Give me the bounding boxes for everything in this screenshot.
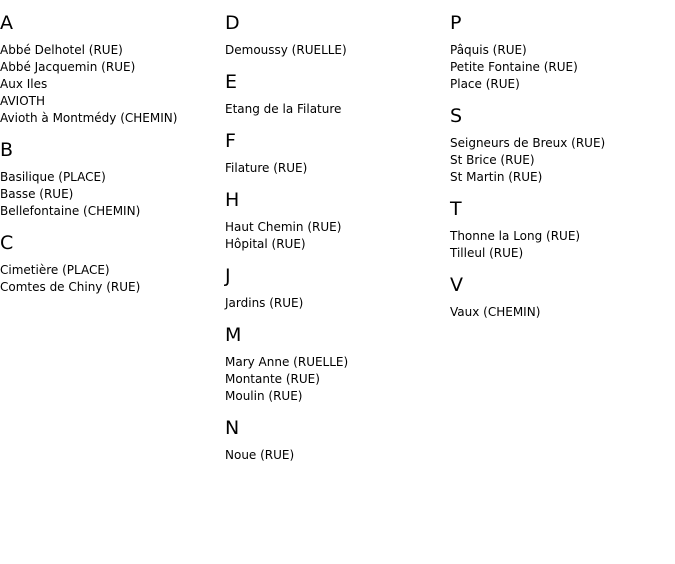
street-item[interactable]: Vaux (CHEMIN) bbox=[450, 305, 541, 319]
street-list bbox=[225, 295, 445, 312]
street-item[interactable]: Cimetière (PLACE) bbox=[0, 263, 110, 277]
street-item[interactable]: Jardins (RUE) bbox=[225, 296, 304, 310]
section-letter: F bbox=[225, 130, 236, 152]
section-letter: M bbox=[225, 324, 242, 346]
section-letter: S bbox=[450, 105, 463, 127]
street-item[interactable]: Moulin (RUE) bbox=[225, 389, 303, 403]
street-item[interactable]: Abbé Jacquemin (RUE) bbox=[0, 60, 136, 74]
street-item[interactable]: Pâquis (RUE) bbox=[450, 43, 527, 57]
street-item[interactable]: AVIOTH bbox=[0, 94, 45, 108]
street-item[interactable]: Petite Fontaine (RUE) bbox=[450, 60, 578, 74]
street-list bbox=[225, 219, 445, 253]
section-h bbox=[225, 189, 445, 253]
street-item[interactable]: Mary Anne (RUELLE) bbox=[225, 355, 349, 369]
street-item[interactable]: Abbé Delhotel (RUE) bbox=[0, 43, 123, 57]
street-item[interactable]: Tilleul (RUE) bbox=[450, 246, 524, 260]
section-t bbox=[450, 198, 670, 262]
street-item[interactable]: St Brice (RUE) bbox=[450, 153, 535, 167]
street-item[interactable]: Basilique (PLACE) bbox=[0, 170, 106, 184]
street-item[interactable]: Place (RUE) bbox=[450, 77, 520, 91]
street-item[interactable]: St Martin (RUE) bbox=[450, 170, 543, 184]
section-j bbox=[225, 265, 445, 312]
street-item[interactable]: Montante (RUE) bbox=[225, 372, 320, 386]
section-letter: P bbox=[450, 12, 462, 34]
street-item[interactable]: Thonne la Long (RUE) bbox=[450, 229, 581, 243]
street-list bbox=[225, 354, 445, 405]
street-list bbox=[225, 101, 445, 118]
street-list bbox=[0, 262, 220, 296]
street-item[interactable]: Aux Iles bbox=[0, 77, 48, 91]
street-item[interactable]: Seigneurs de Breux (RUE) bbox=[450, 136, 606, 150]
section-letter: A bbox=[0, 12, 13, 34]
street-list bbox=[225, 447, 445, 464]
section-letter: V bbox=[450, 274, 463, 296]
street-list bbox=[450, 228, 670, 262]
street-item[interactable]: Hôpital (RUE) bbox=[225, 237, 306, 251]
street-item[interactable]: Basse (RUE) bbox=[0, 187, 74, 201]
section-letter: E bbox=[225, 71, 238, 93]
street-list bbox=[0, 169, 220, 220]
street-item[interactable]: Comtes de Chiny (RUE) bbox=[0, 280, 141, 294]
street-column-3 bbox=[450, 0, 670, 321]
section-p bbox=[450, 12, 670, 93]
street-item[interactable]: Noue (RUE) bbox=[225, 448, 295, 462]
section-letter: J bbox=[225, 265, 231, 287]
section-f bbox=[225, 130, 445, 177]
street-item[interactable]: Demoussy (RUELLE) bbox=[225, 43, 347, 57]
street-column-1 bbox=[0, 0, 220, 296]
section-a bbox=[0, 12, 220, 127]
section-n bbox=[225, 417, 445, 464]
street-list bbox=[450, 304, 670, 321]
section-letter: C bbox=[0, 232, 14, 254]
section-d bbox=[225, 12, 445, 59]
section-e bbox=[225, 71, 445, 118]
section-b bbox=[0, 139, 220, 220]
street-item[interactable]: Avioth à Montmédy (CHEMIN) bbox=[0, 111, 178, 125]
street-item[interactable]: Bellefontaine (CHEMIN) bbox=[0, 204, 141, 218]
street-list bbox=[0, 42, 220, 127]
street-column-2 bbox=[225, 0, 445, 464]
street-list bbox=[225, 42, 445, 59]
section-m bbox=[225, 324, 445, 405]
section-letter: N bbox=[225, 417, 240, 439]
section-letter: D bbox=[225, 12, 240, 34]
street-item[interactable]: Haut Chemin (RUE) bbox=[225, 220, 342, 234]
section-s bbox=[450, 105, 670, 186]
section-letter: B bbox=[0, 139, 14, 161]
street-list bbox=[450, 135, 670, 186]
section-letter: H bbox=[225, 189, 240, 211]
street-list bbox=[225, 160, 445, 177]
street-item[interactable]: Filature (RUE) bbox=[225, 161, 308, 175]
section-letter: T bbox=[450, 198, 462, 220]
section-c bbox=[0, 232, 220, 296]
street-list bbox=[450, 42, 670, 93]
street-item[interactable]: Etang de la Filature bbox=[225, 102, 342, 116]
section-v bbox=[450, 274, 670, 321]
